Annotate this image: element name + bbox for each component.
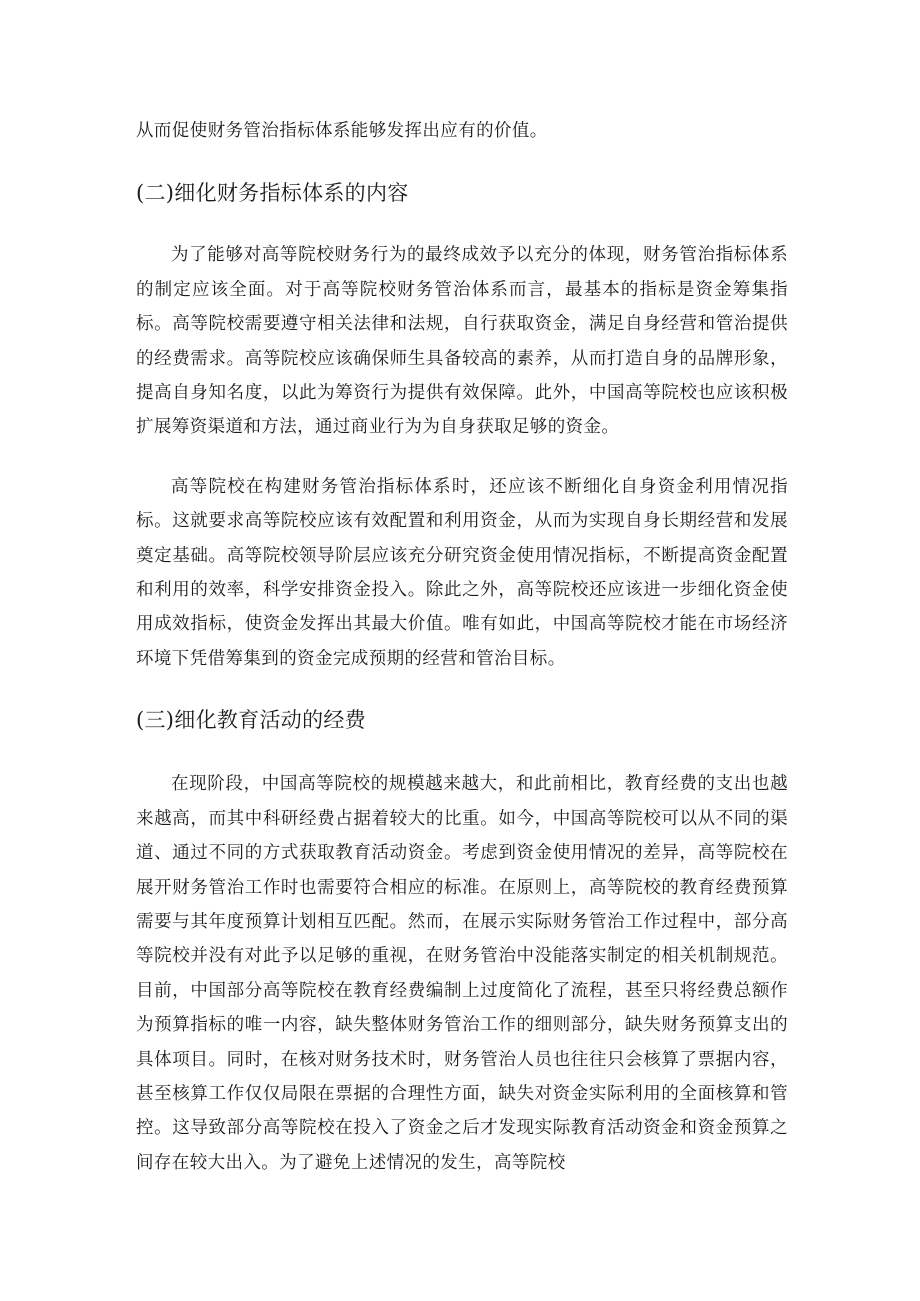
section-2-heading: (二)细化财务指标体系的内容 bbox=[136, 181, 409, 206]
section-2-paragraph-1: 为了能够对高等院校财务行为的最终成效予以充分的体现，财务管治指标体系的制定应该全面。对于高等院校财务管治体系而言，最基本的指标是资金筹集指标。高等院校需要遵守相关法律和法规，自行获取资金，满足自身经营和管治提供的经费需求。高等院校应该确保师生具备较高的素养，从而打造自身的品牌形象，提高自身知名度，以此为筹资行为提供有效保障。此外，中国高等院校也应该积极扩展筹资渠道和方法，通过商业行为为自身获取足够的资金。 bbox=[136, 245, 788, 438]
lead-paragraph: 从而促使财务管治指标体系能够发挥出应有的价值。 bbox=[136, 121, 548, 141]
section-2-paragraph-2: 高等院校在构建财务管治指标体系时，还应该不断细化自身资金利用情况指标。这就要求高等院校应该有效配置和利用资金，从而为实现自身长期经营和发展奠定基础。高等院校领导阶层应该充分研究资金使用情况指标，不断提高资金配置和利用的效率，科学安排资金投入。除此之外，高等院校还应该进一步细化资金使用成效指标，使资金发挥出其最大价值。唯有如此，中国高等院校才能在市场经济环境下凭借筹集到的资金完成预期的经营和管治目标。 bbox=[136, 476, 788, 669]
document-page bbox=[136, 114, 788, 1180]
section-3-paragraph-1: 在现阶段，中国高等院校的规模越来越大，和此前相比，教育经费的支出也越来越高，而其中科研经费占据着较大的比重。如今，中国高等院校可以从不同的渠道、通过不同的方式获取教育活动资金。考虑到资金使用情况的差异，高等院校在展开财务管治工作时也需要符合相应的标准。在原则上，高等院校的教育经费预算需要与其年度预算计划相互匹配。然而，在展示实际财务管治工作过程中，部分高等院校并没有对此予以足够的重视，在财务管治中没能落实制定的相关机制规范。目前，中国部分高等院校在教育经费编制上过度简化了流程，甚至只将经费总额作为预算指标的唯一内容，缺失整体财务管治工作的细则部分，缺失财务预算支出的具体项目。同时，在核对财务技术时，财务管治人员也往往只会核算了票据内容，甚至核算工作仅仅局限在票据的合理性方面，缺失对资金实际利用的全面核算和管控。这导致部分高等院校在投入了资金之后才发现实际教育活动资金和资金预算之间存在较大出入。为了避免上述情况的发生，高等院校 bbox=[136, 774, 788, 1173]
section-3-heading: (三)细化教育活动的经费 bbox=[136, 708, 366, 733]
